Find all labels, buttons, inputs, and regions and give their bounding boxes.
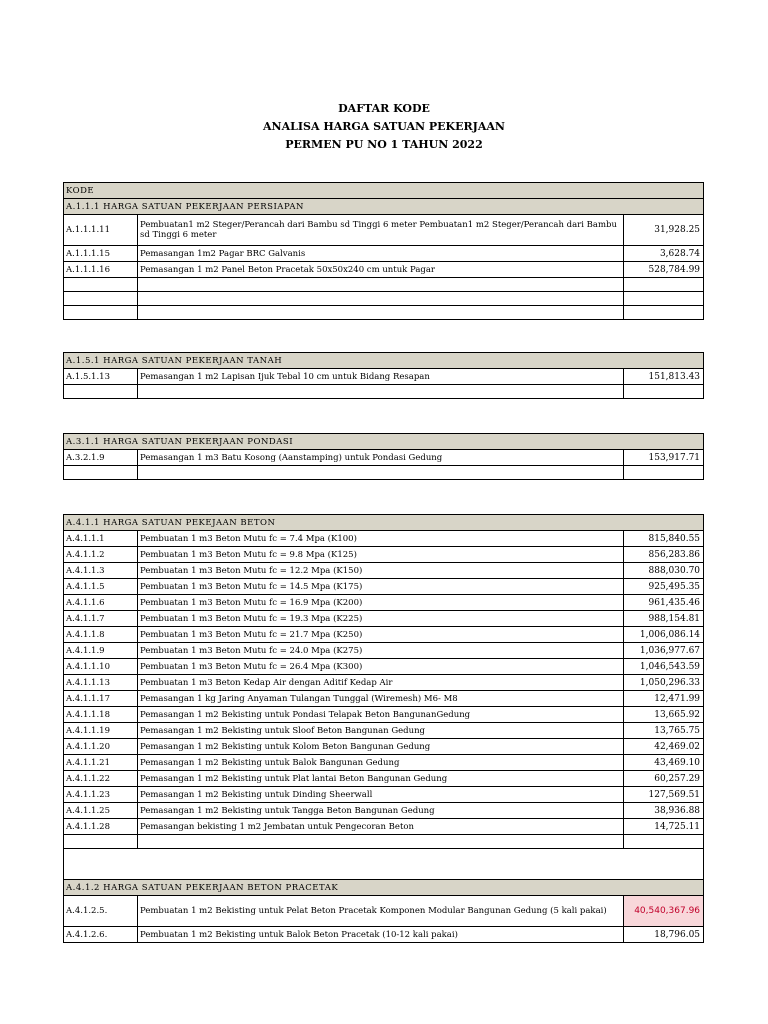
table-row [64,215,704,246]
table-row [64,803,704,819]
table-row [64,643,704,659]
item-price: 127,569.51 [624,787,704,803]
table-row [64,739,704,755]
item-code: A.4.1.1.10 [64,659,138,675]
item-description: Pemasangan 1 m3 Batu Kosong (Aanstamping) untuk Pondasi Gedung [138,450,624,466]
table-row [64,755,704,771]
item-price: 60,257.29 [624,771,704,787]
item-description: Pemasangan 1 m2 Bekisting untuk Sloof Beton Bangunan Gedung [138,723,624,739]
item-description: Pemasangan 1 m2 Bekisting untuk Dinding Sheerwall [138,787,624,803]
item-code: A.4.1.1.23 [64,787,138,803]
item-code: A.1.1.1.11 [64,215,138,246]
blank-row [64,385,704,399]
item-price: 151,813.43 [624,369,704,385]
item-description: Pembuatan 1 m3 Beton Kedap Air dengan Aditif Kedap Air [138,675,624,691]
blank-row [64,306,704,320]
item-price: 1,006,086.14 [624,627,704,643]
item-price: 3,628.74 [624,246,704,262]
item-description: Pemasangan 1 m2 Panel Beton Pracetak 50x50x240 cm untuk Pagar [138,262,624,278]
item-description: Pemasangan 1 m2 Bekisting untuk Pondasi Telapak Beton BangunanGedung [138,707,624,723]
section-header: A.4.1.1 HARGA SATUAN PEKEJAAN BETON [64,515,704,531]
item-price: 14,725.11 [624,819,704,835]
item-price: 528,784.99 [624,262,704,278]
spacer-row [64,849,704,880]
item-price: 961,435.46 [624,595,704,611]
item-description: Pembuatan 1 m3 Beton Mutu fc = 26.4 Mpa (K300) [138,659,624,675]
item-price: 40,540,367.96 [624,896,704,927]
item-code: A.4.1.1.2 [64,547,138,563]
table-row [64,707,704,723]
item-price: 856,283.86 [624,547,704,563]
doc-title-3: PERMEN PU NO 1 TAHUN 2022 [285,138,483,151]
item-description: Pembuatan 1 m3 Beton Mutu fc = 19.3 Mpa (K225) [138,611,624,627]
item-description: Pembuatan 1 m2 Bekisting untuk Pelat Beton Pracetak Komponen Modular Bangunan Gedung (5 kali pakai) [138,896,624,927]
table-row [64,675,704,691]
table-row [64,723,704,739]
table-row [64,450,704,466]
item-description: Pemasangan 1 m2 Bekisting untuk Plat lantai Beton Bangunan Gedung [138,771,624,787]
item-price: 18,796.05 [624,927,704,943]
table-row [64,595,704,611]
item-price: 925,495.35 [624,579,704,595]
item-code: A.4.1.2.6. [64,927,138,943]
table-row [64,659,704,675]
item-price: 988,154.81 [624,611,704,627]
item-description: Pemasangan 1 m2 Bekisting untuk Kolom Beton Bangunan Gedung [138,739,624,755]
section-header: A.3.1.1 HARGA SATUAN PEKERJAAN PONDASI [64,434,704,450]
item-code: A.4.1.1.7 [64,611,138,627]
item-description: Pembuatan 1 m3 Beton Mutu fc = 21.7 Mpa (K250) [138,627,624,643]
blank-row [64,278,704,292]
item-code: A.3.2.1.9 [64,450,138,466]
item-description: Pembuatan 1 m3 Beton Mutu fc = 9.8 Mpa (K125) [138,547,624,563]
item-code: A.1.1.1.16 [64,262,138,278]
item-code: A.4.1.2.5. [64,896,138,927]
item-price: 13,765.75 [624,723,704,739]
item-price: 1,050,296.33 [624,675,704,691]
item-description: Pembuatan 1 m3 Beton Mutu fc = 24.0 Mpa (K275) [138,643,624,659]
table-pondasi [63,433,704,480]
item-price: 38,936.88 [624,803,704,819]
table-row [64,531,704,547]
item-description: Pemasangan 1 kg Jaring Anyaman Tulangan Tunggal (Wiremesh) M6- M8 [138,691,624,707]
section-header: A.1.1.1 HARGA SATUAN PEKERJAAN PERSIAPAN [64,199,704,215]
item-code: A.4.1.1.28 [64,819,138,835]
table-beton [63,514,704,943]
item-code: A.4.1.1.17 [64,691,138,707]
item-code: A.1.1.1.15 [64,246,138,262]
table-row [64,787,704,803]
item-price: 42,469.02 [624,739,704,755]
item-price: 31,928.25 [624,215,704,246]
item-code: A.1.5.1.13 [64,369,138,385]
item-code: A.4.1.1.20 [64,739,138,755]
table-row [64,547,704,563]
section-header: A.1.5.1 HARGA SATUAN PEKERJAAN TANAH [64,353,704,369]
item-code: A.4.1.1.22 [64,771,138,787]
item-price: 13,665.92 [624,707,704,723]
table-row [64,819,704,835]
blank-row [64,466,704,480]
item-description: Pemasangan 1 m2 Bekisting untuk Tangga Beton Bangunan Gedung [138,803,624,819]
table-row [64,927,704,943]
item-description: Pembuatan 1 m2 Bekisting untuk Balok Beton Pracetak (10-12 kali pakai) [138,927,624,943]
table-row [64,369,704,385]
item-price: 43,469.10 [624,755,704,771]
table-row [64,563,704,579]
table-row [64,771,704,787]
item-price: 888,030.70 [624,563,704,579]
section-header: A.4.1.2 HARGA SATUAN PEKERJAAN BETON PRACETAK [64,880,704,896]
item-description: Pembuatan 1 m3 Beton Mutu fc = 16.9 Mpa (K200) [138,595,624,611]
doc-title-1: DAFTAR KODE [338,102,430,115]
item-code: A.4.1.1.18 [64,707,138,723]
item-code: A.4.1.1.5 [64,579,138,595]
item-price: 1,036,977.67 [624,643,704,659]
item-description: Pembuatan 1 m3 Beton Mutu fc = 7.4 Mpa (K100) [138,531,624,547]
item-description: Pemasangan 1 m2 Lapisan Ijuk Tebal 10 cm untuk Bidang Resapan [138,369,624,385]
table-row [64,579,704,595]
item-code: A.4.1.1.21 [64,755,138,771]
item-code: A.4.1.1.1 [64,531,138,547]
item-description: Pemasangan 1m2 Pagar BRC Galvanis [138,246,624,262]
table-row [64,627,704,643]
column-header-kode: KODE [64,183,704,199]
item-description: Pembuatan 1 m3 Beton Mutu fc = 12.2 Mpa (K150) [138,563,624,579]
item-code: A.4.1.1.13 [64,675,138,691]
table-row [64,691,704,707]
table-row [64,611,704,627]
item-price: 815,840.55 [624,531,704,547]
table-row [64,896,704,927]
table-row [64,262,704,278]
item-description: Pemasangan 1 m2 Bekisting untuk Balok Bangunan Gedung [138,755,624,771]
table-row [64,246,704,262]
item-description: Pemasangan bekisting 1 m2 Jembatan untuk Pengecoran Beton [138,819,624,835]
doc-title-2: ANALISA HARGA SATUAN PEKERJAAN [263,120,505,133]
item-code: A.4.1.1.3 [64,563,138,579]
item-price: 1,046,543.59 [624,659,704,675]
item-price: 153,917.71 [624,450,704,466]
blank-row [64,835,704,849]
blank-row [64,292,704,306]
item-code: A.4.1.1.8 [64,627,138,643]
item-code: A.4.1.1.6 [64,595,138,611]
item-code: A.4.1.1.25 [64,803,138,819]
table-tanah [63,352,704,399]
item-description: Pembuatan 1 m3 Beton Mutu fc = 14.5 Mpa (K175) [138,579,624,595]
table-persiapan [63,182,704,320]
item-price: 12,471.99 [624,691,704,707]
item-code: A.4.1.1.19 [64,723,138,739]
item-description: Pembuatan1 m2 Steger/Perancah dari Bambu sd Tinggi 6 meter Pembuatan1 m2 Steger/Perancah dari Bambu sd Tinggi 6 meter [138,215,624,246]
item-code: A.4.1.1.9 [64,643,138,659]
